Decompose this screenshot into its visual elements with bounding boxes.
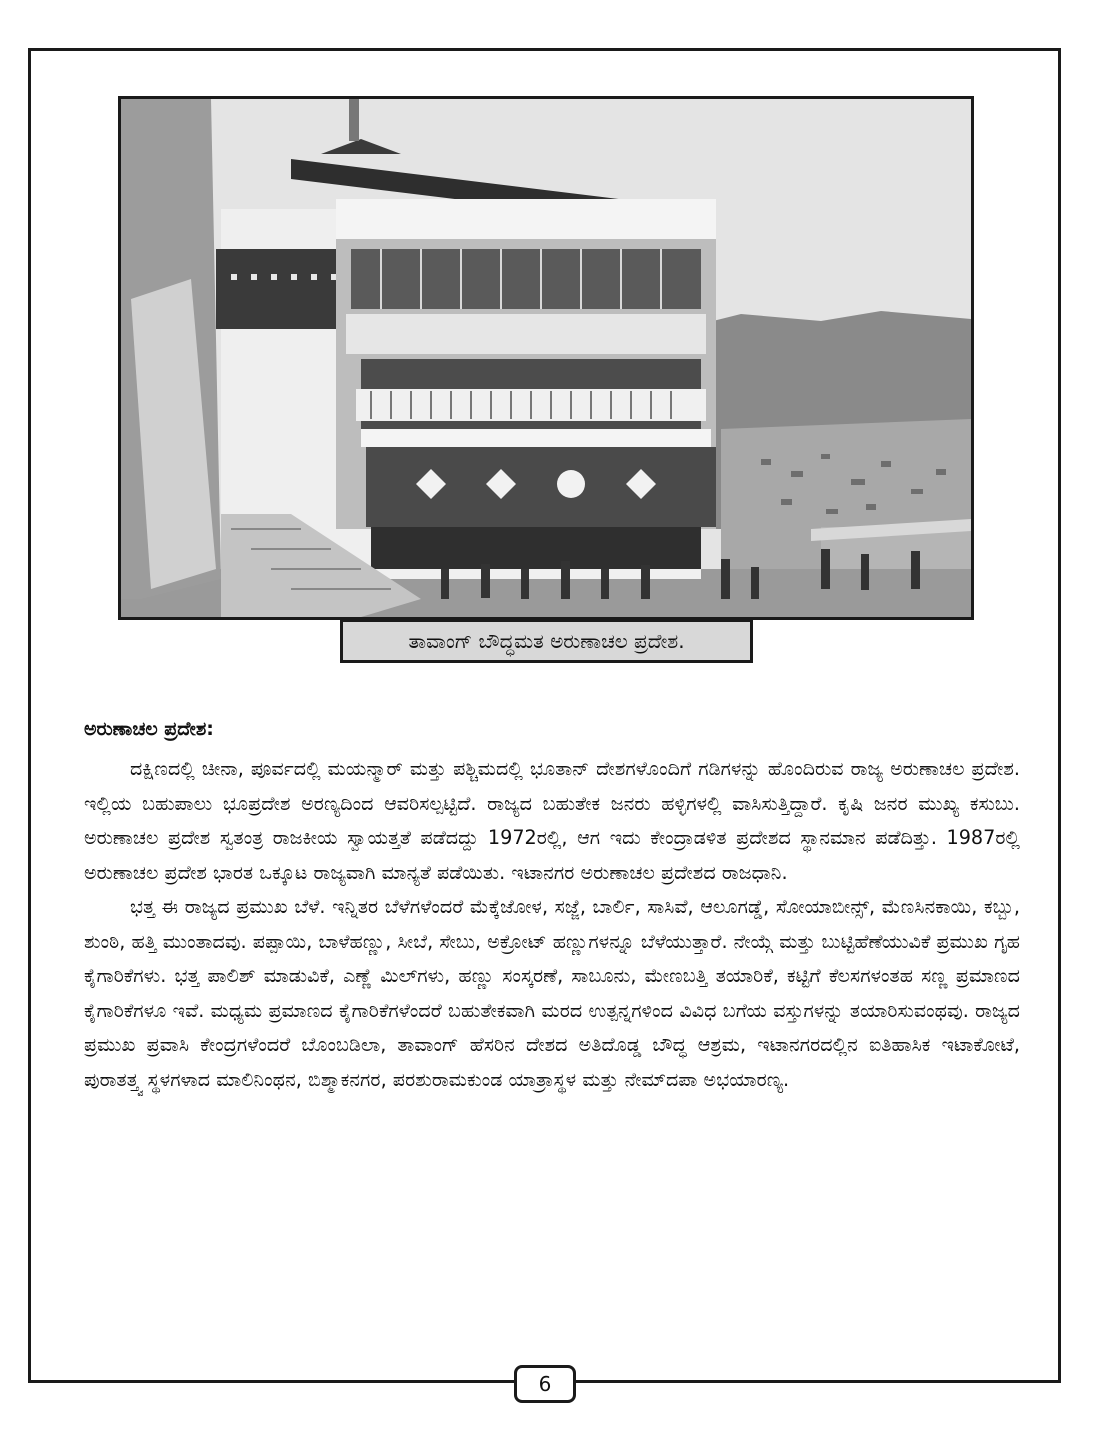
section-body bbox=[84, 752, 1020, 1097]
figure-caption bbox=[340, 619, 753, 663]
paragraph-1: ದಕ್ಷಿಣದಲ್ಲಿ ಚೀನಾ, ಪೂರ್ವದಲ್ಲಿ ಮಯನ್ಮಾರ್ ಮತ್ತು ಪಶ್ಚಿಮದಲ್ಲಿ ಭೂತಾನ್ ದೇಶಗಳೊಂದಿಗೆ ಗಡಿಗಳನ್ನು ಹೊಂದಿರುವ ರಾಜ್ಯ ಅರುಣಾಚಲ ಪ್ರದೇಶ. ಇಲ್ಲಿಯ ಬಹುಪಾಲು ಭೂಪ್ರದೇಶ ಅರಣ್ಯದಿಂದ ಆವರಿಸಲ್ಪಟ್ಟಿದೆ. ರಾಜ್ಯದ ಬಹುತೇಕ ಜನರು ಹಳ್ಳಿಗಳಲ್ಲಿ ವಾಸಿಸುತ್ತಿದ್ದಾರೆ. ಕೃಷಿ ಜನರ ಮುಖ್ಯ ಕಸುಬು. ಅರುಣಾಚಲ ಪ್ರದೇಶ ಸ್ವತಂತ್ರ ರಾಜಕೀಯ ಸ್ವಾಯತ್ತತೆ ಪಡೆದದ್ದು 1972ರಲ್ಲಿ, ಆಗ ಇದು ಕೇಂದ್ರಾಡಳಿತ ಪ್ರದೇಶದ ಸ್ಥಾನಮಾನ ಪಡೆದಿತ್ತು. 1987ರಲ್ಲಿ ಅರುಣಾಚಲ ಪ್ರದೇಶ ಭಾರತ ಒಕ್ಕೂಟ ರಾಜ್ಯವಾಗಿ ಮಾನ್ಯತೆ ಪಡೆಯಿತು. ಇಟಾನಗರ ಅರುಣಾಚಲ ಪ್ರದೇಶದ ರಾಜಧಾನಿ. bbox=[84, 757, 1020, 884]
monastery-photo-drawing bbox=[121, 99, 971, 617]
monastery-photo bbox=[118, 96, 974, 620]
page-number-text: 6 bbox=[538, 1372, 552, 1396]
section-heading: ಅರುಣಾಚಲ ಪ್ರದೇಶ: bbox=[84, 718, 214, 740]
figure-caption-text: ತಾವಾಂಗ್ ಬೌದ್ಧಮತ ಅರುಣಾಚಲ ಪ್ರದೇಶ. bbox=[408, 629, 685, 653]
paragraph-2: ಭತ್ತ ಈ ರಾಜ್ಯದ ಪ್ರಮುಖ ಬೆಳೆ. ಇನ್ನಿತರ ಬೆಳೆಗಳೆಂದರೆ ಮೆಕ್ಕೆಜೋಳ, ಸಜ್ಜೆ, ಬಾರ್ಲಿ, ಸಾಸಿವೆ, ಆಲೂಗಡ್ಡೆ, ಸೋಯಾಬೀನ್ಸ್, ಮೆಣಸಿನಕಾಯಿ, ಕಬ್ಬು, ಶುಂಠಿ, ಹತ್ತಿ ಮುಂತಾದವು. ಪಪ್ಪಾಯಿ, ಬಾಳೆಹಣ್ಣು, ಸೀಬೆ, ಸೇಬು, ಅಕ್ರೋಟ್ ಹಣ್ಣುಗಳನ್ನೂ ಬೆಳೆಯುತ್ತಾರೆ. ನೇಯ್ಗೆ ಮತ್ತು ಬುಟ್ಟಿಹೆಣೆಯುವಿಕೆ ಪ್ರಮುಖ ಗೃಹ ಕೈಗಾರಿಕೆಗಳು. ಭತ್ತ ಪಾಲಿಶ್ ಮಾಡುವಿಕೆ, ಎಣ್ಣೆ ಮಿಲ್‌ಗಳು, ಹಣ್ಣು ಸಂಸ್ಕರಣೆ, ಸಾಬೂನು, ಮೇಣಬತ್ತಿ ತಯಾರಿಕೆ, ಕಟ್ಟಿಗೆ ಕೆಲಸಗಳಂತಹ ಸಣ್ಣ ಪ್ರಮಾಣದ ಕೈಗಾರಿಕೆಗಳೂ ಇವೆ. ಮಧ್ಯಮ ಪ್ರಮಾಣದ ಕೈಗಾರಿಕೆಗಳೆಂದರೆ ಬಹುತೇಕವಾಗಿ ಮರದ ಉತ್ಪನ್ನಗಳಿಂದ ವಿವಿಧ ಬಗೆಯ ವಸ್ತುಗಳನ್ನು ತಯಾರಿಸುವಂಥವು. ರಾಜ್ಯದ ಪ್ರಮುಖ ಪ್ರವಾಸಿ ಕೇಂದ್ರಗಳೆಂದರೆ ಬೊಂಬಡಿಲಾ, ತಾವಾಂಗ್ ಹೆಸರಿನ ದೇಶದ ಅತಿದೊಡ್ಡ ಬೌದ್ಧ ಆಶ್ರಮ, ಇಟಾನಗರದಲ್ಲಿನ ಐತಿಹಾಸಿಕ ಇಟಾಕೋಟೆ, ಪುರಾತತ್ತ್ವ ಸ್ಥಳಗಳಾದ ಮಾಲಿನಿಂಥನ, ಬಿಶ್ಮಾಕನಗರ, ಪರಶುರಾಮಕುಂಡ ಯಾತ್ರಾಸ್ಥಳ ಮತ್ತು ನೇಮ್‌ದಪಾ ಅಭಯಾರಣ್ಯ. bbox=[84, 895, 1020, 1091]
page-number bbox=[514, 1365, 576, 1403]
